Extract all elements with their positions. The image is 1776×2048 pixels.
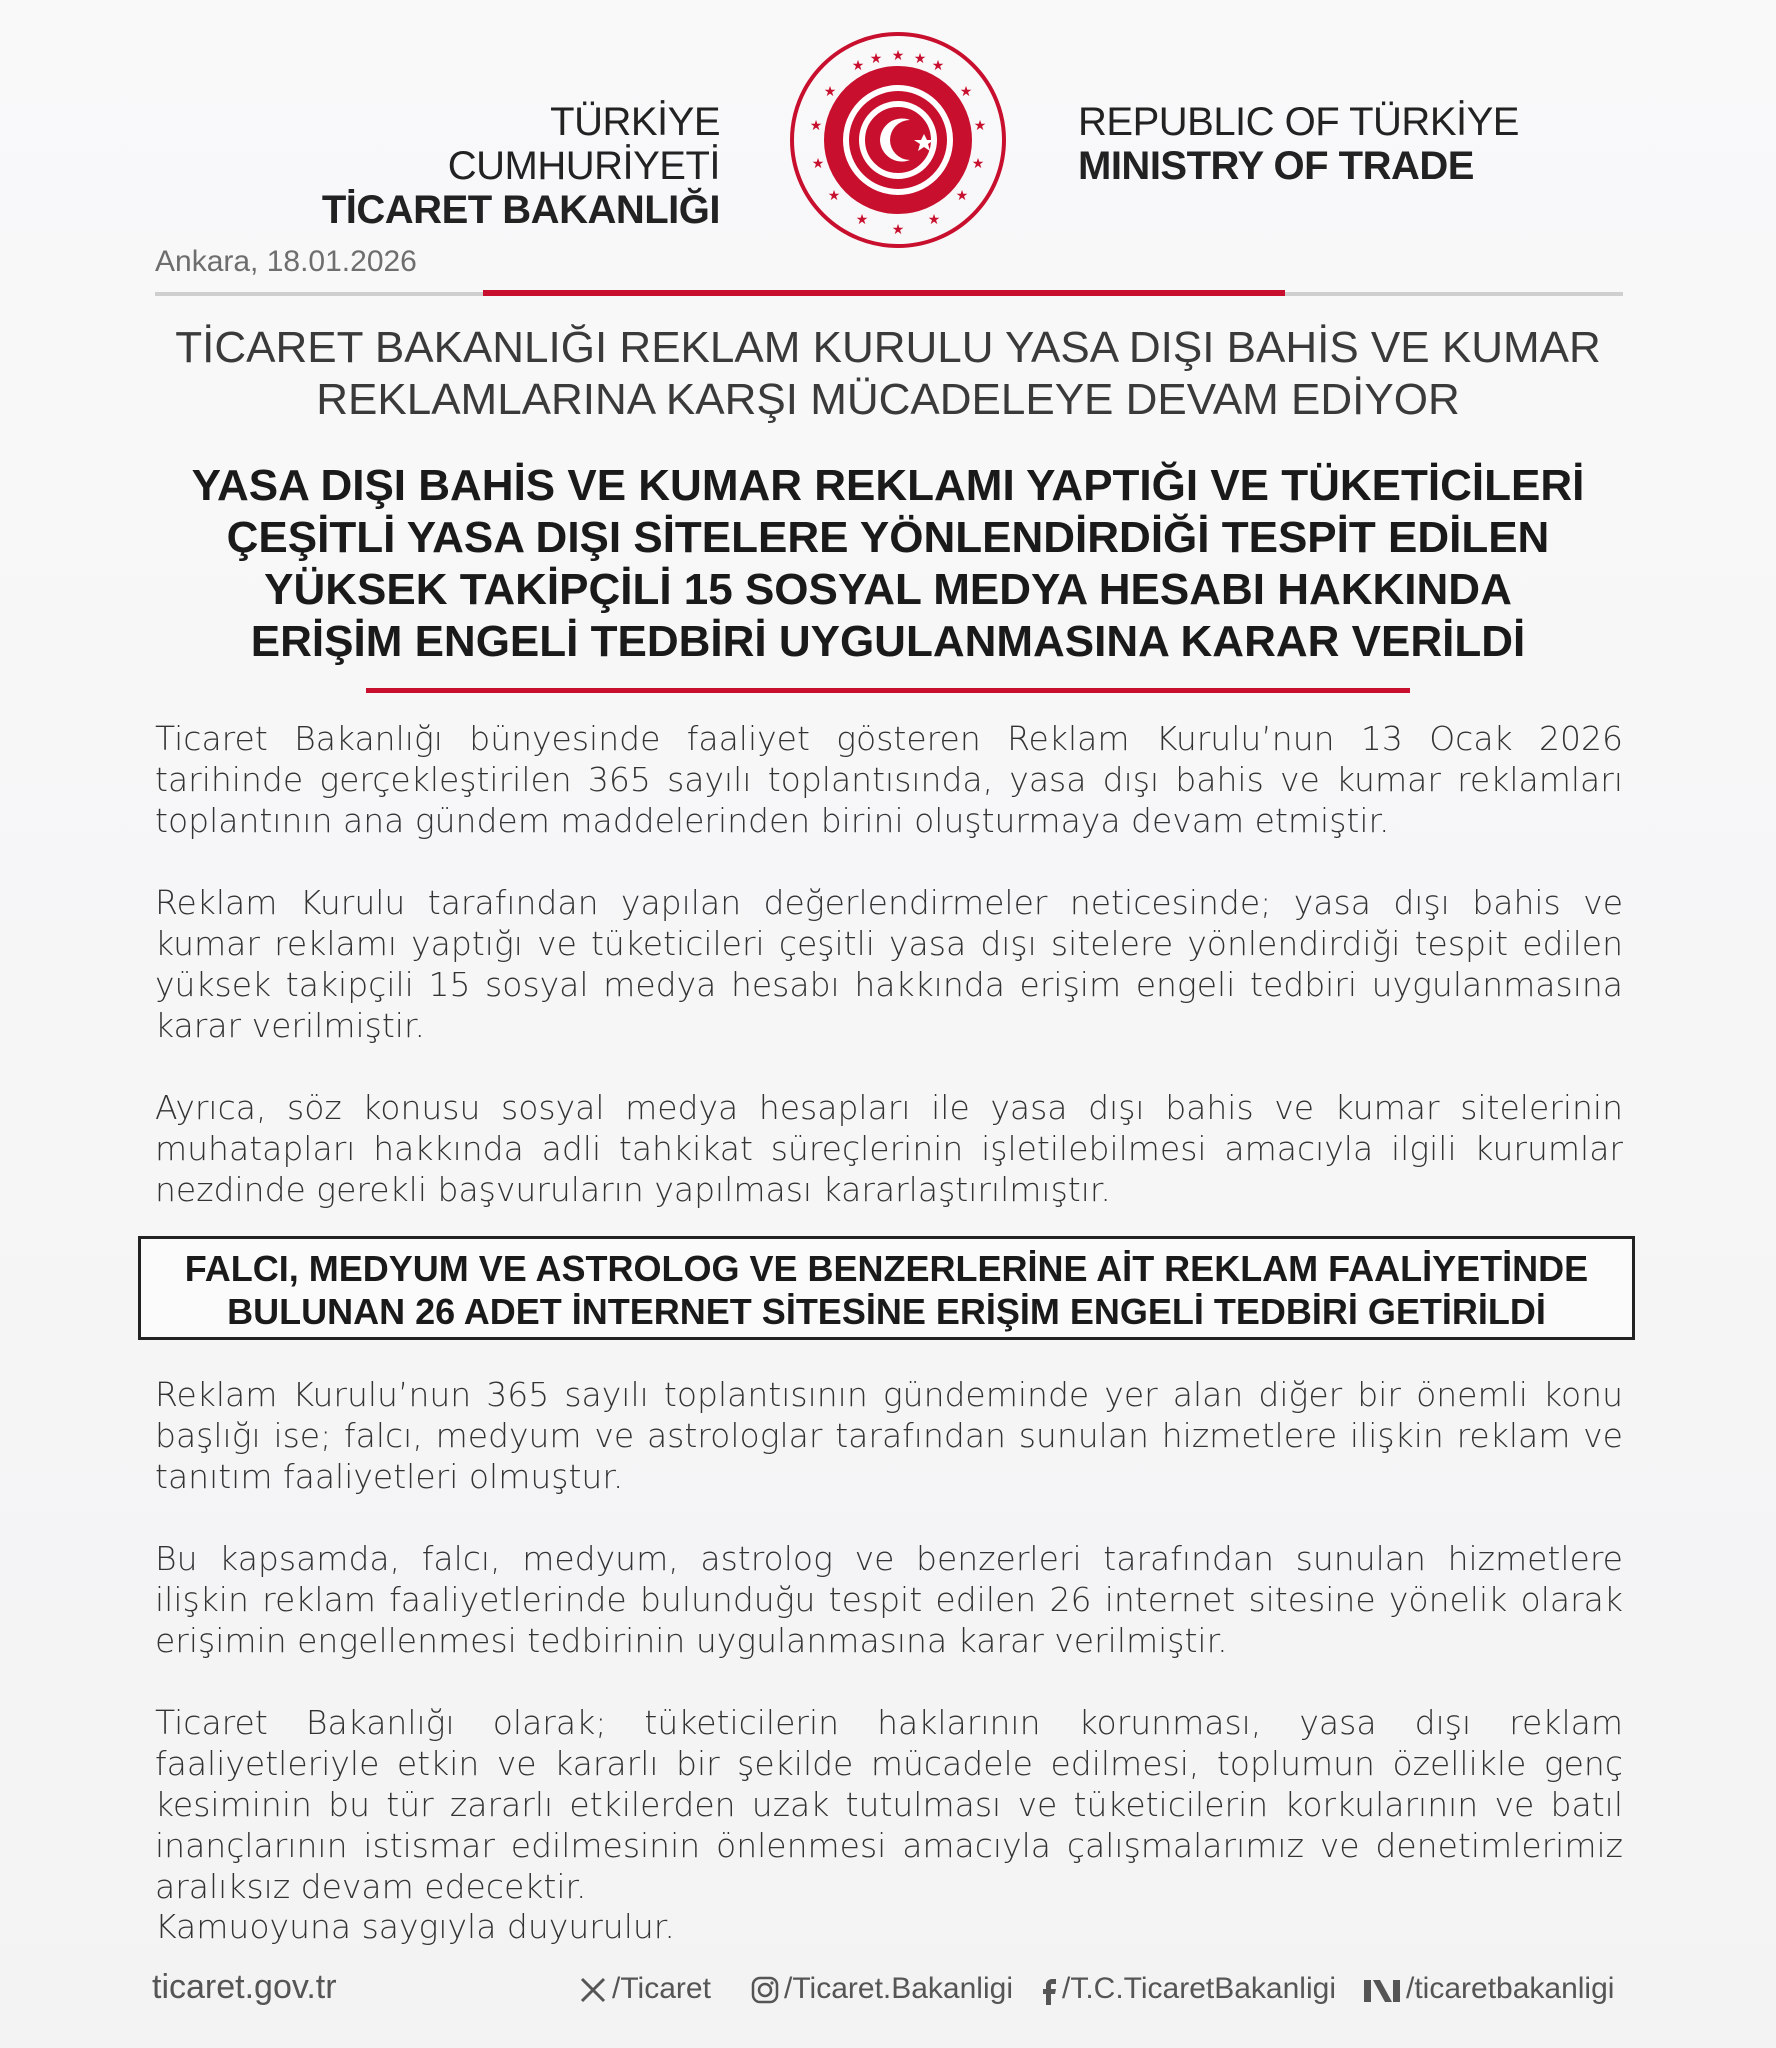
website-link[interactable]: ticaret.gov.tr	[152, 1968, 337, 2006]
svg-text:★: ★	[955, 188, 969, 204]
boxed-heading-line1: FALCI, MEDYUM VE ASTROLOG VE BENZERLERİNE AİT REKLAM FAALİYETİNDE	[184, 1248, 1589, 1289]
paragraph-1: Ticaret Bakanlığı bünyesinde faaliyet gösteren Reklam Kurulu’nun 13 Ocak 2026 tarihinde gerçekleştirilen 365 sayılı toplantısında, yasa dışı bahis ve kumar reklamları toplantının ana gündem maddelerinden birini oluşturmaya devam etmiştir.	[155, 719, 1623, 840]
svg-text:★: ★	[809, 118, 823, 134]
headline-line1: TİCARET BAKANLIĞI REKLAM KURULU YASA DIŞI BAHİS VE KUMAR	[175, 323, 1601, 372]
svg-text:★: ★	[855, 212, 869, 228]
headline	[140, 322, 1636, 426]
x-handle: /Ticaret	[612, 1972, 711, 2005]
svg-text:★: ★	[827, 188, 841, 204]
svg-text:★: ★	[851, 58, 865, 74]
svg-text:★: ★	[823, 84, 837, 100]
nsosyal-link[interactable]	[1362, 1972, 1614, 2006]
paragraph-4: Reklam Kurulu’nun 365 sayılı toplantısının gündeminde yer alan diğer bir önemli konu başlığı ise; falcı, medyum ve astrologlar tarafından sunulan hizmetlere ilişkin reklam ve tanıtım faaliyetleri olmuştur.	[155, 1375, 1623, 1496]
svg-text:★: ★	[959, 84, 973, 100]
svg-text:★: ★	[891, 48, 905, 64]
paragraph-2: Reklam Kurulu tarafından yapılan değerlendirmeler neticesinde; yasa dışı bahis ve kumar reklamı yaptığı ve tüketicileri çeşitli yasa dışı sitelere yönlendirdiği tespit edilen yüksek takipçili 15 sosyal medya hesabı hakkında erişim engeli tedbiri uygulanmasına karar verilmiştir.	[155, 883, 1623, 1045]
boxed-heading-line2: BULUNAN 26 ADET İNTERNET SİTESİNE ERİŞİM ENGELİ TEDBİRİ GETİRİLDİ	[227, 1291, 1546, 1332]
instagram-link[interactable]	[750, 1972, 1013, 2006]
nsosyal-handle: /ticaretbakanligi	[1406, 1972, 1615, 2005]
svg-text:★: ★	[973, 118, 987, 134]
boxed-heading	[138, 1236, 1635, 1340]
header-tr-line1: TÜRKİYE CUMHURİYETİ	[447, 100, 720, 188]
paragraph-6: Ticaret Bakanlığı olarak; tüketicilerin haklarının korunması, yasa dışı reklam faaliyetleriyle etkin ve kararlı bir şekilde mücadele edilmesi, toplumun özellikle genç kesiminin bu tür zararlı etkilerden uzak tutulması ve tüketicilerin korkularının ve batıl inançlarının istismar edilmesinin önlenmesi amacıyla çalışmalarımız ve denetimlerimiz aralıksız devam edecektir.	[155, 1703, 1623, 1906]
nsosyal-icon	[1362, 1976, 1402, 2004]
header-english	[1078, 100, 1538, 188]
svg-text:★: ★	[811, 156, 825, 172]
instagram-icon	[750, 1975, 780, 2005]
svg-text:★: ★	[931, 58, 945, 74]
paragraph-5: Bu kapsamda, falcı, medyum, astrolog ve benzerleri tarafından sunulan hizmetlere ilişkin reklam faaliyetlerinde bulunduğu tespit edilen 26 internet sitesine yönelik olarak erişimin engellenmesi tedbirinin uygulanmasına karar verilmiştir.	[155, 1539, 1623, 1660]
subhead-line1: YASA DIŞI BAHİS VE KUMAR REKLAMI YAPTIĞI VE TÜKETİCİLERİ	[191, 461, 1585, 510]
subhead-line3: YÜKSEK TAKİPÇİLİ 15 SOSYAL MEDYA HESABI HAKKINDA	[264, 565, 1512, 614]
paragraph-7: Kamuoyuna saygıyla duyurulur.	[155, 1907, 675, 1946]
header-en-line2: MINISTRY OF TRADE	[1078, 144, 1474, 188]
paragraph-3: Ayrıca, söz konusu sosyal medya hesapları ile yasa dışı bahis ve kumar sitelerinin muhatapları hakkında adli tahkikat süreçlerinin işletilebilmesi amacıyla ilgili kurumlar nezdinde gerekli başvuruların yapılması kararlaştırılmıştır.	[155, 1088, 1623, 1209]
headline-line2: REKLAMLARINA KARŞI MÜCADELEYE DEVAM EDİYOR	[316, 375, 1460, 424]
svg-text:★: ★	[869, 51, 883, 67]
ministry-emblem-icon	[788, 30, 1008, 250]
x-link[interactable]	[578, 1972, 711, 2006]
facebook-link[interactable]	[1040, 1972, 1336, 2006]
subhead-divider	[366, 688, 1410, 693]
x-icon	[578, 1975, 608, 2005]
svg-text:★: ★	[971, 156, 985, 172]
subhead-line4: ERİŞİM ENGELİ TEDBİRİ UYGULANMASINA KARAR VERİLDİ	[250, 617, 1526, 666]
facebook-handle: /T.C.TicaretBakanligi	[1062, 1972, 1336, 2005]
header-divider-accent	[483, 290, 1285, 296]
svg-text:★: ★	[913, 51, 927, 67]
svg-text:★: ★	[927, 212, 941, 228]
release-date: Ankara, 18.01.2026	[155, 245, 417, 278]
subhead-line2: ÇEŞİTLİ YASA DIŞI SİTELERE YÖNLENDİRDİĞİ TESPİT EDİLEN	[226, 513, 1550, 562]
svg-text:★: ★	[891, 222, 905, 238]
facebook-icon	[1040, 1975, 1058, 2005]
subheadline	[120, 460, 1656, 668]
header-turkish	[300, 100, 720, 232]
header-tr-line2: TİCARET BAKANLIĞI	[321, 188, 720, 232]
header-en-line1: REPUBLIC OF TÜRKİYE	[1078, 100, 1519, 144]
instagram-handle: /Ticaret.Bakanligi	[784, 1972, 1013, 2005]
footer	[152, 1968, 1624, 2016]
